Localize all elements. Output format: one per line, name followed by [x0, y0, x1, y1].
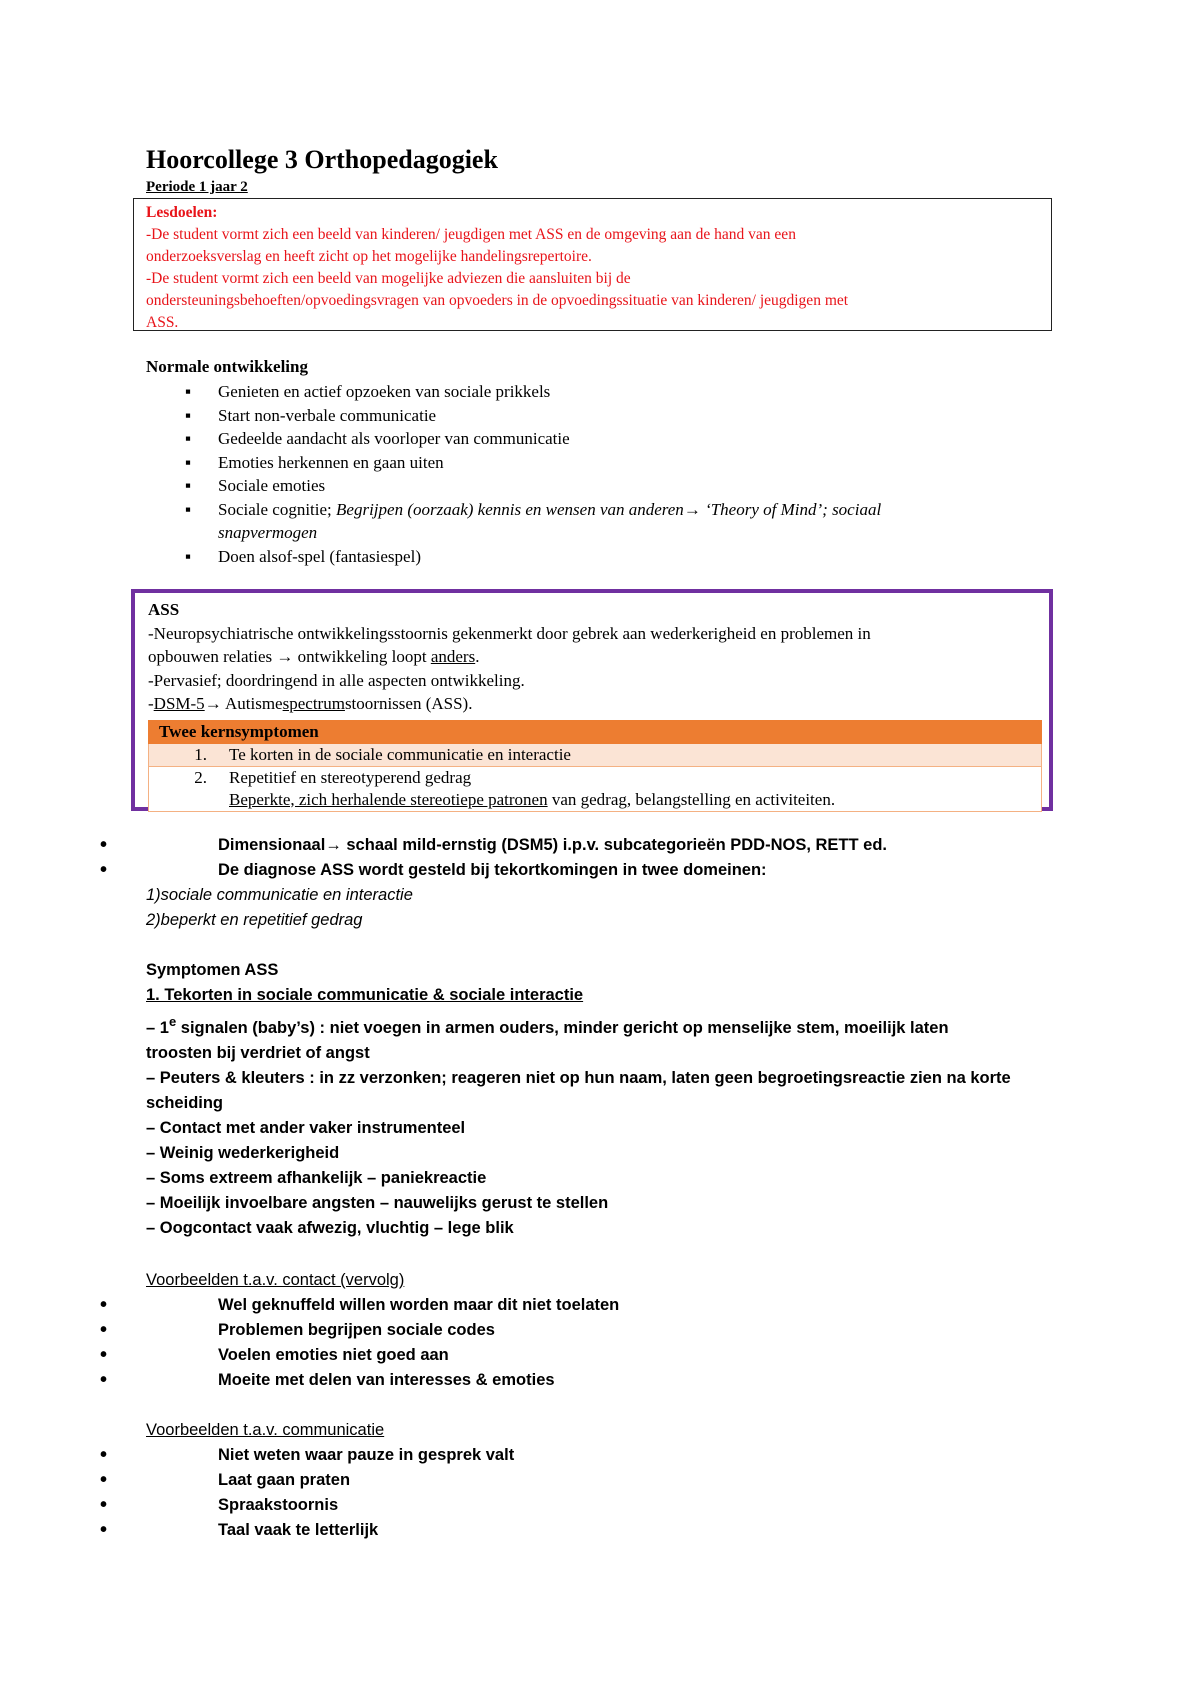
bullet-icon: • [100, 1344, 108, 1366]
symptom-line: – Weinig wederkerigheid [146, 1144, 340, 1162]
arrow-right-icon: → [683, 499, 701, 519]
core-symptoms-table [148, 720, 1042, 812]
list-item: • Dimensionaal→ schaal mild-ernstig (DSM5) i.p.v. subcategorieën PDD-NOS, RETT ed. [100, 834, 888, 856]
bullet-icon: • [100, 1319, 108, 1341]
ass-line: opbouwen relaties → ontwikkeling loopt anders. [148, 647, 480, 666]
communication-examples-heading: Voorbeelden t.a.v. communicatie [146, 1421, 385, 1439]
list-item: • Wel geknuffeld willen worden maar dit niet toelaten [100, 1294, 620, 1316]
symptom-line: – Contact met ander vaker instrumenteel [146, 1119, 466, 1137]
square-bullet-icon: ▪ [185, 546, 192, 566]
list-item: ▪ Emoties herkennen en gaan uiten [146, 451, 1046, 475]
square-bullet-icon: ▪ [185, 405, 192, 425]
ass-heading: ASS [148, 600, 180, 619]
ass-line: -Pervasief; doordringend in alle aspecten ontwikkeling. [148, 670, 525, 690]
symptom-line: – Oogcontact vaak afwezig, vluchtig – lege blik [146, 1219, 514, 1237]
learning-goal-line: onderzoeksverslag en heeft zicht op het mogelijke handelingsrepertoire. [146, 248, 592, 265]
diagnosis-section [100, 833, 1066, 933]
symptom-line: – Peuters & kleuters : in zz verzonken; reageren niet op hun naam, laten geen begroetingsreactie zien na korte [146, 1069, 1011, 1087]
domain-line: 2)beperkt en repetitief gedrag [146, 911, 363, 929]
learning-goal-line: -De student vormt zich een beeld van mogelijke adviezen die aansluiten bij de [146, 270, 631, 287]
square-bullet-icon: ▪ [185, 499, 192, 519]
list-item: • De diagnose ASS wordt gesteld bij tekortkomingen in twee domeinen: [100, 859, 767, 881]
ass-definition-box [131, 589, 1053, 811]
bullet-icon: • [100, 1469, 108, 1491]
list-item: ▪ Doen alsof-spel (fantasiespel) [146, 545, 1046, 569]
table-header: Twee kernsymptomen [149, 720, 1042, 743]
bullet-icon: • [100, 859, 108, 881]
list-item: ▪ Sociale emoties [146, 474, 1046, 498]
bullet-icon: • [100, 834, 108, 856]
contact-examples-heading: Voorbeelden t.a.v. contact (vervolg) [146, 1271, 405, 1289]
list-item: • Problemen begrijpen sociale codes [100, 1319, 495, 1341]
list-item: • Moeite met delen van interesses & emoties [100, 1369, 555, 1391]
symptom-line: scheiding [146, 1094, 224, 1112]
learning-goals-box [133, 198, 1052, 331]
list-item: • Voelen emoties niet goed aan [100, 1344, 449, 1366]
list-item: • Laat gaan praten [100, 1469, 351, 1491]
table-row: 1. Te korten in de sociale communicatie en interactie [149, 743, 1042, 766]
list-item: • Spraakstoornis [100, 1494, 339, 1516]
bullet-icon: • [100, 1494, 108, 1516]
symptom-line: troosten bij verdriet of angst [146, 1044, 370, 1062]
bullet-icon: • [100, 1519, 108, 1541]
bullet-icon: • [100, 1369, 108, 1391]
learning-goal-line: -De student vormt zich een beeld van kinderen/ jeugdigen met ASS en de omgeving aan de hand van een [146, 226, 796, 243]
symptoms-section [146, 958, 1066, 1241]
arrow-right-icon: → [204, 694, 222, 713]
ass-line: -DSM-5→ Autismespectrumstoornissen (ASS). [148, 694, 473, 713]
list-item: ▪ Gedeelde aandacht als voorloper van communicatie [146, 427, 1046, 451]
square-bullet-icon: ▪ [185, 429, 192, 448]
list-item: ▪ Genieten en actief opzoeken van sociale prikkels [146, 380, 1046, 404]
normal-development-list [146, 380, 1046, 568]
list-item: • Niet weten waar pauze in gesprek valt [100, 1444, 515, 1466]
contact-examples-section [100, 1268, 1066, 1393]
symptoms-subheading: 1. Tekorten in sociale communicatie & sociale interactie [146, 986, 584, 1004]
square-bullet-icon: ▪ [185, 382, 192, 401]
normal-development-heading: Normale ontwikkeling [146, 357, 308, 376]
document-title: Hoorcollege 3 Orthopedagogiek [146, 145, 498, 174]
domain-line: 1)sociale communicatie en interactie [146, 886, 413, 904]
learning-goals-label: Lesdoelen: [146, 204, 218, 221]
arrow-right-icon: → [276, 647, 294, 666]
ass-line: -Neuropsychiatrische ontwikkelingsstoornis gekenmerkt door gebrek aan wederkerigheid en problemen in [148, 623, 871, 643]
symptom-line: – Moeilijk invoelbare angsten – nauwelijks gerust te stellen [146, 1194, 609, 1212]
bullet-icon: • [100, 1294, 108, 1316]
symptoms-heading: Symptomen ASS [146, 961, 279, 979]
list-item: ▪ Sociale cognitie; Begrijpen (oorzaak) kennis en wensen van anderen→ ‘Theory of Mind’; sociaal snapvermogen [185, 499, 882, 542]
learning-goal-line: ondersteuningsbehoeften/opvoedingsvragen van opvoeders in de opvoedingssituatie van kinderen/ jeugdigen met [146, 292, 849, 309]
learning-goal-line: ASS. [146, 314, 179, 331]
square-bullet-icon: ▪ [185, 476, 192, 495]
list-item: • Taal vaak te letterlijk [100, 1519, 379, 1541]
communication-examples-section [100, 1418, 1066, 1543]
arrow-right-icon: → [325, 836, 342, 854]
list-item: ▪ Start non-verbale communicatie [146, 404, 1046, 428]
bullet-icon: • [100, 1444, 108, 1466]
symptom-line: – 1e signalen (baby’s) : niet voegen in armen ouders, minder gericht op menselijke stem, moeilijk laten [146, 1014, 949, 1037]
document-subtitle: Periode 1 jaar 2 [146, 179, 248, 195]
table-row: 2. Repetitief en stereotyperend gedrag Beperkte, zich herhalende stereotiepe patronen van gedrag, belangstelling en activiteiten. [149, 766, 1042, 811]
symptom-line: – Soms extreem afhankelijk – paniekreactie [146, 1169, 487, 1187]
square-bullet-icon: ▪ [185, 452, 192, 472]
